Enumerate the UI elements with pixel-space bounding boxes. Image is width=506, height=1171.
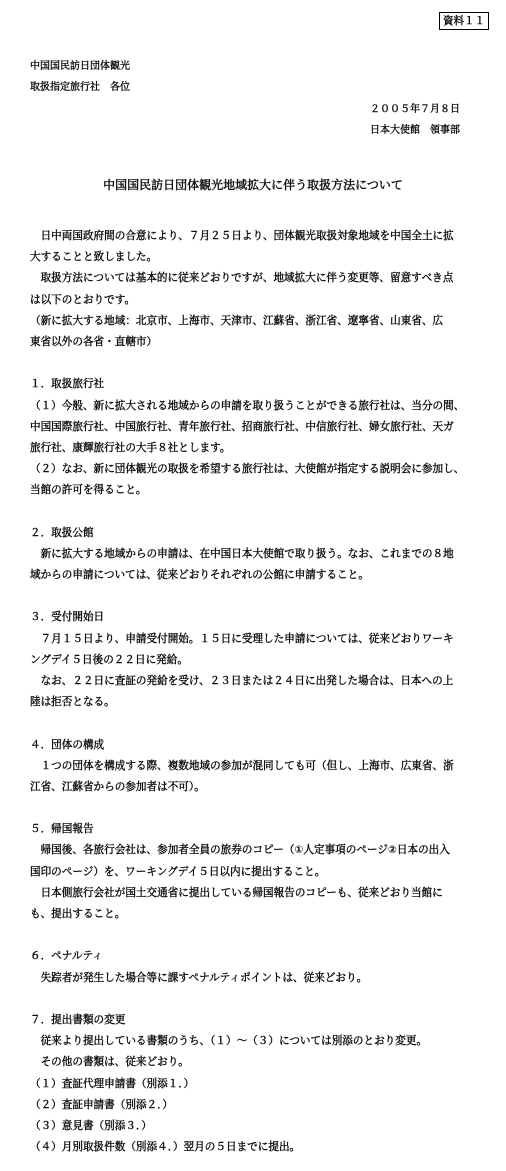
- document-list-item: （２）査証申請書（別添２．）: [30, 1098, 174, 1111]
- document-reference-badge: 資料１１: [439, 12, 489, 30]
- section-line: ングデイ５日後の２２日に発給。: [30, 653, 188, 666]
- intro-line: 大することと致しました。: [30, 251, 158, 264]
- addressee-line-2: 取扱指定旅行社 各位: [30, 82, 130, 93]
- intro-line: 取扱方法については基本的に従来どおりですが、地域拡大に伴う変更等、留意すべき点: [40, 272, 454, 285]
- section-line: も、提出すること。: [30, 908, 126, 920]
- section-line: 日本側旅行会社が国土交通省に提出している帰国報告のコピーも、従来どおり当館に: [40, 886, 443, 899]
- section-line: 従来より提出している書類のうち、（１）～（３）については別添のとおり変更。: [40, 1035, 428, 1048]
- document-list-item: （３）意見書（別添３．）: [30, 1119, 152, 1132]
- section-line: 旅行社、康輝旅行社の大手８社とします。: [30, 441, 231, 454]
- section-line: 域からの申請については、従来どおりそれぞれの公館に申請すること。: [30, 569, 369, 581]
- section-group-composition: [30, 735, 500, 799]
- section-heading: ４．団体の構成: [30, 738, 105, 751]
- section-line: 帰国後、各旅行会社は、参加者全員の旅券のコピー（①人定事項のページ②日本の出入: [40, 844, 450, 857]
- intro-paragraph: [30, 226, 500, 353]
- section-line: 中国国際旅行社、中国旅行社、青年旅行社、招商旅行社、中信旅行社、婦女旅行社、天ガ: [30, 420, 454, 433]
- section-line: （２）なお、新に団体観光の取扱を希望する旅行社は、大使館が指定する説明会に参加し、: [30, 463, 465, 476]
- section-line: 国印のページ）を、ワーキングデイ５日以内に提出すること。: [30, 865, 326, 878]
- section-handling-agencies: [30, 374, 500, 501]
- intro-line: 日中両国政府間の合意により、７月２５日より、団体観光取扱対象地域を中国全土に拡: [40, 230, 454, 242]
- section-heading: ５．帰国報告: [30, 823, 94, 836]
- section-line: 失踪者が発生した場合等に課すペナルティポイントは、従来どおり。: [40, 971, 368, 984]
- section-line: その他の書類は、従来どおり。: [40, 1056, 189, 1069]
- section-submission-documents: [30, 1010, 500, 1158]
- section-heading: １．取扱旅行社: [30, 378, 105, 391]
- section-return-report: [30, 819, 500, 925]
- section-line: 陸は拒否となる。: [30, 696, 115, 709]
- section-penalty: [30, 946, 500, 988]
- section-heading: ７．提出書類の変更: [30, 1013, 126, 1026]
- section-heading: ６．ペナルティ: [30, 950, 103, 963]
- section-line: 江省、江蘇省からの参加者は不可）。: [30, 780, 205, 793]
- section-handling-mission: [30, 523, 500, 587]
- intro-line: 東省以外の各省・直轄市）: [30, 335, 158, 348]
- document-body: [30, 226, 500, 1158]
- sender-organization: 日本大使館 領事部: [370, 125, 460, 136]
- section-line: 当館の許可を得ること。: [30, 484, 147, 497]
- section-heading: ３．受付開始日: [30, 611, 105, 624]
- document-date: ２００５年７月８日: [370, 104, 460, 115]
- intro-line: （新に拡大する地域：北京市、上海市、天津市、江蘇省、浙江省、遼寧省、山東省、広: [30, 314, 444, 327]
- intro-line: は以下のとおりです。: [30, 293, 136, 306]
- document-list-item: （１）査証代理申請書（別添１．）: [30, 1077, 195, 1090]
- section-line: １つの団体を構成する際、複数地域の参加が混同しても可（但し、上海市、広東省、浙: [40, 759, 454, 772]
- document-list-item: （４）月別取扱件数（別添４．）翌月の５日までに提出。: [30, 1141, 301, 1154]
- section-start-date: [30, 607, 500, 713]
- section-line: ７月１５日より、申請受付開始。１５日に受理した申請については、従来どおりワーキ: [40, 632, 454, 645]
- section-line: なお、２２日に査証の発給を受け、２３日または２４日に出発した場合は、日本への上: [40, 674, 454, 687]
- section-heading: ２．取扱公館: [30, 526, 94, 539]
- addressee-line-1: 中国国民訪日団体観光: [30, 61, 130, 72]
- document-title: 中国国民訪日団体観光地域拡大に伴う取扱方法について: [103, 178, 403, 192]
- section-line: （１）今般、新に拡大される地域からの申請を取り扱うことができる旅行社は、当分の間、: [30, 399, 465, 412]
- section-line: 新に拡大する地域からの申請は、在中国日本大使館で取り扱う。なお、これまでの８地: [40, 547, 454, 560]
